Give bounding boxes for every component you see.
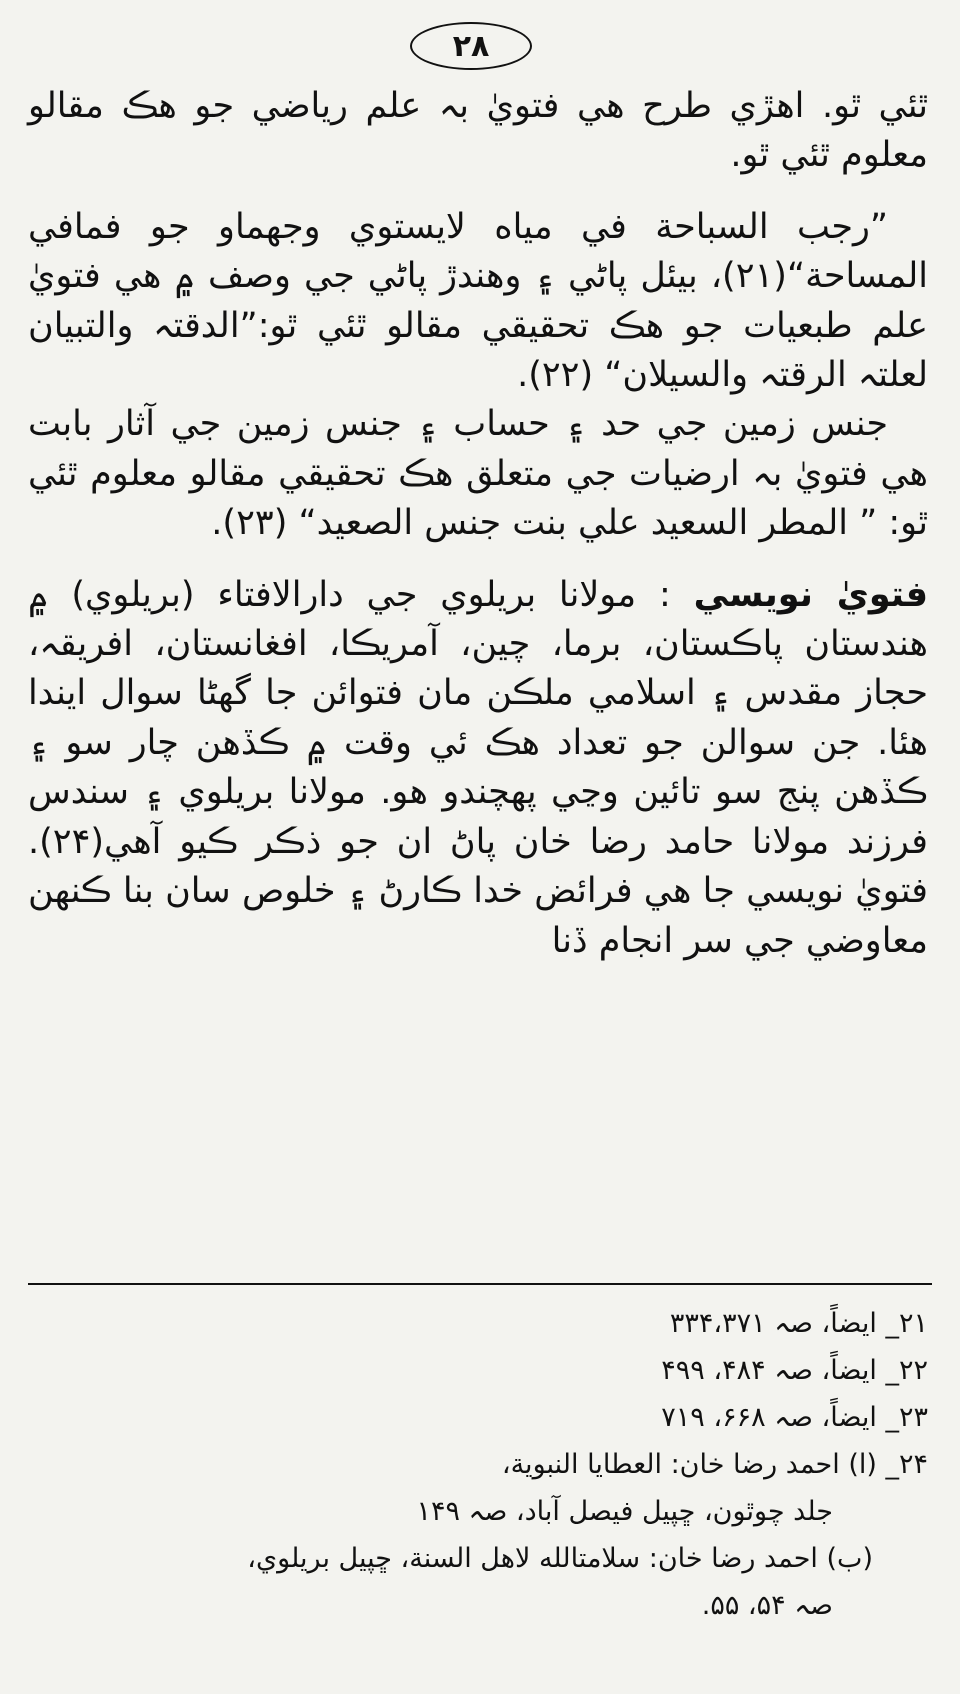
- section-heading: فتويٰ نويسي: [693, 574, 928, 615]
- footnote: ۲۳_ ايضاً، صہ ۶۶۸، ۷۱۹: [661, 1402, 928, 1433]
- paragraph: ٿئي ٿو. اهڙي طرح هي فتويٰ بہ علم رياضي جو هڪ مقالو معلوم ٿئي ٿو.: [28, 86, 928, 176]
- body-text: [28, 82, 928, 966]
- footnote-divider: [28, 1283, 932, 1285]
- paragraph: ”رجب السباحة في مياه لايستوي وجهماو جو فمافي المساحة“(۲۱)، بيئل پاڻي ۽ وهندڙ پاڻي جي وصف ۾ هي فتويٰ علم طبعيات جو هڪ تحقيقي مقالو ٿئي ٿو:”الدقتہ والتبيان لعلتہ الرقتہ والسيلان“ (۲۲).: [28, 206, 928, 396]
- footnotes: [28, 1300, 928, 1629]
- footnote: ۲۴_ (ا) احمد رضا خان: العطايا النبوية،: [501, 1449, 928, 1480]
- footnote: ۲۱_ ايضاً، صہ ۳۳۴،۳۷۱: [669, 1308, 928, 1339]
- footnote-continuation: جلد چوٿون، ڇپيل فيصل آباد، صہ ۱۴۹: [416, 1496, 833, 1527]
- footnote-continuation: صہ ۵۴، ۵۵.: [701, 1590, 833, 1621]
- footnote: ۲۲_ ايضاً، صہ ۴۸۴، ۴۹۹: [661, 1355, 928, 1386]
- paragraph-text: : مولانا بريلوي جي دارالافتاء (بريلوي) ۾ هندستان پاڪستان، برما، چين، آمريڪا، افغانستان، افريقہ، حجاز مقدس ۽ اسلامي ملڪن مان فتوائن جا گهڻا سوال ايندا هئا. جن سوالن جو تعداد هڪ ئي وقت ۾ ڪڏهن چار سو ۽ ڪڏهن پنج سو تائين وڃي پهچندو هو. مولانا بريلوي ۽ سندس فرزند مولانا حامد رضا خان پاڻ ان جو ذڪر ڪيو آهي(۲۴). فتويٰ نويسي جا هي فرائض خدا ڪارڻ ۽ خلوص سان بنا ڪنهن معاوضي جي سر انجام ڏنا: [28, 574, 928, 961]
- footnote: (ب) احمد رضا خان: سلامتالله لاهل السنة، ڇپيل بريلوي،: [247, 1543, 873, 1574]
- paragraph: [28, 571, 928, 966]
- page-number: ۲۸: [410, 22, 532, 70]
- paragraph: جنس زمين جي حد ۽ حساب ۽ جنس زمين جي آثار بابت هي فتويٰ بہ ارضيات جي متعلق هڪ تحقيقي مقالو معلوم ٿئي ٿو: ” المطر السعيد علي بنت جنس الصعيد“ (۲۳).: [28, 404, 928, 544]
